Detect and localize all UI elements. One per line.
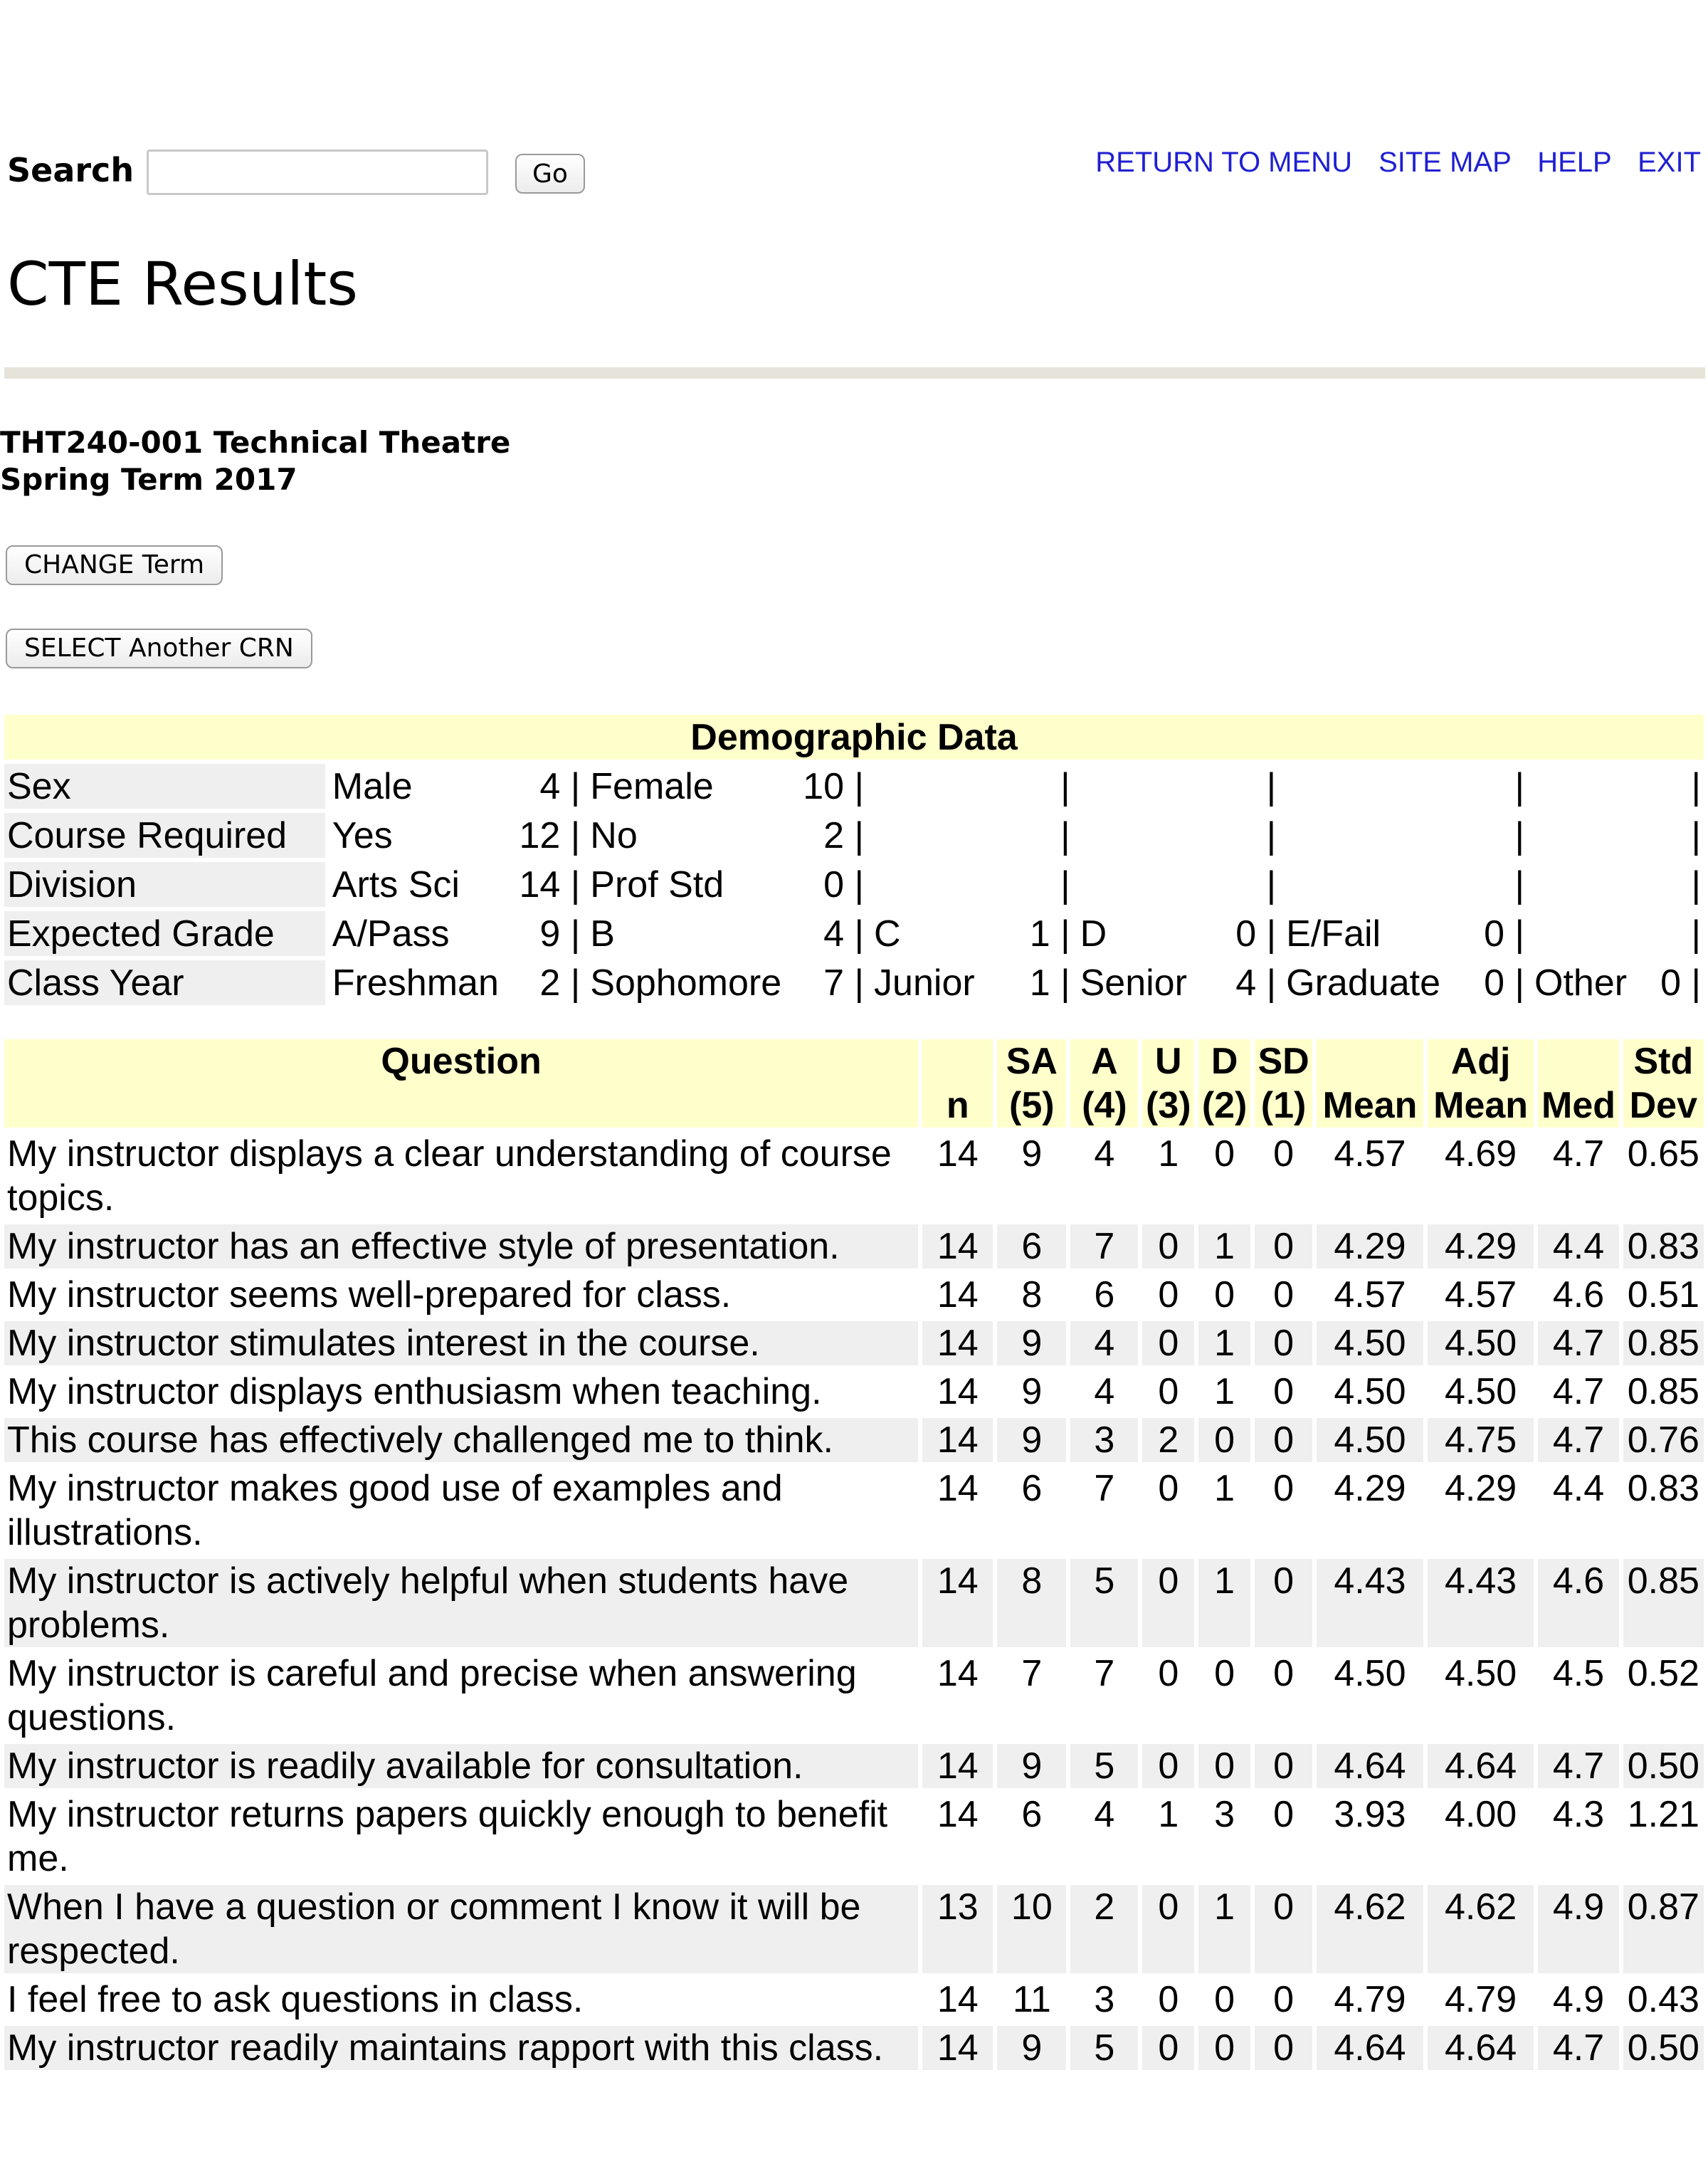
cell-sd: 0	[1255, 1744, 1312, 1788]
cell-a: 5	[1070, 1559, 1138, 1647]
cell-a: 7	[1070, 1651, 1138, 1740]
cell-u: 0	[1142, 1466, 1194, 1555]
select-crn-button[interactable]: SELECT Another CRN	[6, 629, 312, 668]
cell-n: 14	[922, 1370, 993, 1414]
table-row	[4, 1224, 1704, 1269]
cell-adj-mean: 4.43	[1428, 1559, 1534, 1647]
cell-sd: 0	[1255, 1132, 1312, 1220]
demographic-count: |	[1691, 863, 1701, 905]
table-row	[4, 1418, 1704, 1462]
cell-a: 4	[1070, 1132, 1138, 1220]
cell-d: 1	[1198, 1224, 1250, 1269]
demographic-count: 0 |	[1484, 913, 1525, 955]
change-term-button[interactable]: CHANGE Term	[6, 545, 223, 585]
cell-adj-mean: 4.50	[1428, 1370, 1534, 1414]
cell-std-dev: 0.85	[1623, 1321, 1704, 1365]
demographic-table	[0, 710, 1708, 1009]
demographic-category: B	[590, 913, 615, 955]
demographic-count: 2 |	[539, 962, 581, 1004]
cell-adj-mean: 4.00	[1428, 1792, 1534, 1881]
demographic-count: 12 |	[519, 814, 581, 856]
demographic-category: Senior	[1080, 962, 1187, 1004]
cell-med: 4.3	[1538, 1792, 1618, 1881]
demographic-count: 10 |	[803, 765, 865, 807]
cell-mean: 4.29	[1317, 1466, 1423, 1555]
cell-sa: 6	[997, 1224, 1066, 1269]
demographic-count: |	[1691, 913, 1701, 955]
cell-sd: 0	[1255, 2026, 1312, 2070]
cell-d: 1	[1198, 1370, 1250, 1414]
cell-mean: 4.43	[1317, 1559, 1423, 1647]
demographic-category	[1532, 764, 1634, 809]
question-text: My instructor returns papers quickly enough to benefit me.	[4, 1792, 918, 1881]
cell-sd: 0	[1255, 1978, 1312, 2022]
cell-sa: 9	[997, 1418, 1066, 1462]
demographic-category: Sophomore	[590, 962, 782, 1004]
demographic-count: 1 |	[1029, 962, 1070, 1004]
cell-d: 0	[1198, 2026, 1250, 2070]
cell-adj-mean: 4.29	[1428, 1466, 1534, 1555]
demographic-category	[1283, 862, 1450, 907]
cell-std-dev: 0.65	[1623, 1132, 1704, 1220]
question-text: My instructor makes good use of examples and illustrations.	[4, 1466, 918, 1555]
go-button[interactable]: Go	[515, 154, 585, 194]
cell-u: 1	[1142, 1792, 1194, 1881]
demographic-count: 1 |	[1029, 913, 1070, 955]
demographic-category: D	[1080, 913, 1107, 955]
demographic-category: C	[874, 913, 901, 955]
help-link[interactable]: HELP	[1537, 147, 1611, 178]
cell-a: 4	[1070, 1792, 1138, 1881]
cell-mean: 4.62	[1317, 1885, 1423, 1973]
cell-med: 4.7	[1538, 2026, 1618, 2070]
question-text: My instructor displays a clear understanding of course topics.	[4, 1132, 918, 1220]
cell-a: 5	[1070, 2026, 1138, 2070]
results-table	[0, 1035, 1708, 2074]
cell-a: 7	[1070, 1466, 1138, 1555]
demographic-count: 0 |	[1235, 913, 1277, 955]
question-text: When I have a question or comment I know it will be respected.	[4, 1885, 918, 1973]
cell-med: 4.5	[1538, 1651, 1618, 1740]
cell-u: 0	[1142, 1978, 1194, 2022]
table-row	[4, 1132, 1704, 1220]
demographic-row	[4, 960, 1704, 1005]
cell-n: 14	[922, 1321, 993, 1365]
question-text: My instructor has an effective style of presentation.	[4, 1224, 918, 1269]
demographic-row-label: Course Required	[4, 813, 325, 858]
demographic-category: Yes	[332, 814, 393, 856]
demographic-category: Male	[332, 765, 413, 807]
demographic-row-label: Sex	[4, 764, 325, 809]
demographic-category: Junior	[874, 962, 975, 1004]
cell-d: 1	[1198, 1885, 1250, 1973]
cell-sd: 0	[1255, 1224, 1312, 1269]
demographic-category	[1532, 911, 1634, 956]
question-text: My instructor stimulates interest in the course.	[4, 1321, 918, 1365]
demographic-count: |	[1691, 814, 1701, 856]
cell-sa: 9	[997, 1321, 1066, 1365]
demographic-count: 4 |	[1235, 962, 1277, 1004]
cell-sa: 9	[997, 1132, 1066, 1220]
demographic-row	[4, 813, 1704, 858]
cell-u: 0	[1142, 1885, 1194, 1973]
question-text: My instructor is careful and precise when answering questions.	[4, 1651, 918, 1740]
cell-std-dev: 0.83	[1623, 1224, 1704, 1269]
cell-mean: 4.50	[1317, 1651, 1423, 1740]
cell-u: 0	[1142, 1559, 1194, 1647]
cell-sa: 9	[997, 1370, 1066, 1414]
cell-n: 14	[922, 1273, 993, 1317]
demographic-count: |	[1060, 863, 1070, 905]
table-row	[4, 1321, 1704, 1365]
cell-d: 3	[1198, 1792, 1250, 1881]
cell-med: 4.7	[1538, 1321, 1618, 1365]
table-row	[4, 1466, 1704, 1555]
cell-a: 3	[1070, 1418, 1138, 1462]
demographic-category	[871, 813, 1003, 858]
demographic-row	[4, 862, 1704, 907]
page-title: CTE Results	[7, 249, 359, 319]
demographic-category	[1283, 813, 1450, 858]
header-sa: SA (5)	[997, 1039, 1066, 1128]
cell-u: 0	[1142, 1273, 1194, 1317]
demographic-heading: Demographic Data	[4, 715, 1704, 760]
cell-a: 5	[1070, 1744, 1138, 1788]
cell-med: 4.7	[1538, 1132, 1618, 1220]
demographic-count: 4 |	[539, 765, 581, 807]
cell-sa: 8	[997, 1273, 1066, 1317]
cell-med: 4.9	[1538, 1885, 1618, 1973]
header-std-dev: Std Dev	[1623, 1039, 1704, 1128]
cell-adj-mean: 4.64	[1428, 2026, 1534, 2070]
cell-std-dev: 0.50	[1623, 1744, 1704, 1788]
cell-sa: 9	[997, 2026, 1066, 2070]
demographic-count: 0 |	[1660, 962, 1701, 1004]
header-adj-mean: Adj Mean	[1428, 1039, 1534, 1128]
table-row	[4, 1792, 1704, 1881]
table-row	[4, 1744, 1704, 1788]
cell-med: 4.7	[1538, 1744, 1618, 1788]
cell-adj-mean: 4.75	[1428, 1418, 1534, 1462]
cell-sa: 6	[997, 1466, 1066, 1555]
cell-d: 0	[1198, 1273, 1250, 1317]
demographic-category	[1532, 813, 1634, 858]
table-row	[4, 1885, 1704, 1973]
cell-std-dev: 0.83	[1623, 1466, 1704, 1555]
demographic-category: Arts Sci	[332, 863, 460, 905]
question-text: My instructor is readily available for consultation.	[4, 1744, 918, 1788]
cell-mean: 3.93	[1317, 1792, 1423, 1881]
cell-sd: 0	[1255, 1559, 1312, 1647]
cell-sd: 0	[1255, 1466, 1312, 1555]
demographic-count: |	[1514, 765, 1525, 807]
demographic-count: 4 |	[823, 913, 865, 955]
cell-u: 0	[1142, 1744, 1194, 1788]
cell-med: 4.4	[1538, 1466, 1618, 1555]
cell-d: 0	[1198, 1744, 1250, 1788]
demographic-category	[1077, 764, 1210, 809]
demographic-count: |	[1266, 863, 1277, 905]
cell-n: 14	[922, 1559, 993, 1647]
return-to-menu-link[interactable]: RETURN TO MENU	[1095, 147, 1352, 178]
search-label: Search	[7, 151, 135, 189]
exit-link[interactable]: EXIT	[1638, 147, 1701, 178]
table-row	[4, 1978, 1704, 2022]
cell-d: 1	[1198, 1321, 1250, 1365]
demographic-category: A/Pass	[332, 913, 450, 955]
demographic-count: |	[1514, 863, 1525, 905]
cell-med: 4.7	[1538, 1370, 1618, 1414]
cell-n: 14	[922, 1792, 993, 1881]
cell-std-dev: 0.85	[1623, 1559, 1704, 1647]
demographic-count: |	[1060, 765, 1070, 807]
cell-adj-mean: 4.64	[1428, 1744, 1534, 1788]
header-mean: Mean	[1317, 1039, 1423, 1128]
cell-d: 0	[1198, 1418, 1250, 1462]
demographic-count: |	[1691, 765, 1701, 807]
cell-d: 0	[1198, 1651, 1250, 1740]
question-text: My instructor seems well-prepared for class.	[4, 1273, 918, 1317]
site-map-link[interactable]: SITE MAP	[1378, 147, 1512, 178]
cell-mean: 4.64	[1317, 1744, 1423, 1788]
course-term: Spring Term 2017	[0, 462, 297, 497]
cell-sa: 11	[997, 1978, 1066, 2022]
cell-d: 1	[1198, 1559, 1250, 1647]
cell-std-dev: 0.85	[1623, 1370, 1704, 1414]
cell-d: 0	[1198, 1978, 1250, 2022]
cell-a: 2	[1070, 1885, 1138, 1973]
demographic-category: Freshman	[332, 962, 499, 1004]
table-row	[4, 1273, 1704, 1317]
cell-adj-mean: 4.50	[1428, 1651, 1534, 1740]
cell-sd: 0	[1255, 1885, 1312, 1973]
cell-std-dev: 0.52	[1623, 1651, 1704, 1740]
cell-sd: 0	[1255, 1418, 1312, 1462]
demographic-count: 2 |	[823, 814, 865, 856]
question-text: My instructor readily maintains rapport with this class.	[4, 2026, 918, 2070]
cell-adj-mean: 4.79	[1428, 1978, 1534, 2022]
demographic-category	[1532, 862, 1634, 907]
cell-adj-mean: 4.62	[1428, 1885, 1534, 1973]
cell-u: 0	[1142, 2026, 1194, 2070]
divider	[4, 367, 1705, 379]
cell-mean: 4.50	[1317, 1418, 1423, 1462]
demographic-category	[1283, 764, 1450, 809]
course-info	[0, 424, 510, 498]
question-text: My instructor displays enthusiasm when teaching.	[4, 1370, 918, 1414]
header-d: D (2)	[1198, 1039, 1250, 1128]
demographic-category: Graduate	[1286, 962, 1440, 1004]
header-n: n	[922, 1039, 993, 1128]
demographic-category	[1077, 862, 1210, 907]
cell-mean: 4.57	[1317, 1132, 1423, 1220]
header-med: Med	[1538, 1039, 1618, 1128]
cell-sa: 6	[997, 1792, 1066, 1881]
cell-sa: 9	[997, 1744, 1066, 1788]
demographic-row	[4, 911, 1704, 956]
cell-u: 0	[1142, 1370, 1194, 1414]
demographic-row-label: Expected Grade	[4, 911, 325, 956]
demographic-category: No	[590, 814, 638, 856]
table-row	[4, 1559, 1704, 1647]
demographic-category: Prof Std	[590, 863, 724, 905]
demographic-category	[871, 862, 1003, 907]
cell-sa: 10	[997, 1885, 1066, 1973]
demographic-row-label: Division	[4, 862, 325, 907]
cell-adj-mean: 4.50	[1428, 1321, 1534, 1365]
cell-n: 13	[922, 1885, 993, 1973]
cell-sd: 0	[1255, 1651, 1312, 1740]
demographic-category: Other	[1534, 962, 1628, 1004]
header-question: Question	[4, 1039, 918, 1128]
cell-u: 1	[1142, 1132, 1194, 1220]
demographic-count: |	[1266, 765, 1277, 807]
question-text: I feel free to ask questions in class.	[4, 1978, 918, 2022]
cell-adj-mean: 4.69	[1428, 1132, 1534, 1220]
cell-sd: 0	[1255, 1273, 1312, 1317]
question-text: This course has effectively challenged me to think.	[4, 1418, 918, 1462]
top-nav	[1077, 147, 1701, 179]
cell-med: 4.9	[1538, 1978, 1618, 2022]
cell-adj-mean: 4.29	[1428, 1224, 1534, 1269]
cell-u: 0	[1142, 1651, 1194, 1740]
table-row	[4, 1370, 1704, 1414]
search-bar	[0, 135, 1708, 206]
demographic-category: E/Fail	[1286, 913, 1381, 955]
cell-a: 7	[1070, 1224, 1138, 1269]
cell-sa: 8	[997, 1559, 1066, 1647]
cell-mean: 4.79	[1317, 1978, 1423, 2022]
cell-med: 4.6	[1538, 1273, 1618, 1317]
table-row	[4, 2026, 1704, 2070]
demographic-category: Female	[590, 765, 714, 807]
course-name: THT240-001 Technical Theatre	[0, 425, 511, 460]
cell-sd: 0	[1255, 1321, 1312, 1365]
demographic-count: 0 |	[1484, 962, 1525, 1004]
cell-std-dev: 1.21	[1623, 1792, 1704, 1881]
cell-n: 14	[922, 1651, 993, 1740]
cell-n: 14	[922, 1744, 993, 1788]
cell-mean: 4.29	[1317, 1224, 1423, 1269]
cell-a: 4	[1070, 1321, 1138, 1365]
cell-med: 4.4	[1538, 1224, 1618, 1269]
demographic-row	[4, 764, 1704, 809]
demographic-category	[871, 764, 1003, 809]
demographic-count: |	[1514, 814, 1525, 856]
cell-sd: 0	[1255, 1792, 1312, 1881]
cell-a: 6	[1070, 1273, 1138, 1317]
cell-n: 14	[922, 1132, 993, 1220]
cell-n: 14	[922, 1224, 993, 1269]
cell-mean: 4.50	[1317, 1370, 1423, 1414]
header-a: A (4)	[1070, 1039, 1138, 1128]
demographic-count: 0 |	[823, 863, 865, 905]
table-row	[4, 1651, 1704, 1740]
cell-std-dev: 0.76	[1623, 1418, 1704, 1462]
cell-d: 1	[1198, 1466, 1250, 1555]
demographic-category	[1077, 813, 1210, 858]
cell-std-dev: 0.50	[1623, 2026, 1704, 2070]
cell-n: 14	[922, 1418, 993, 1462]
cell-a: 4	[1070, 1370, 1138, 1414]
cell-mean: 4.64	[1317, 2026, 1423, 2070]
cell-adj-mean: 4.57	[1428, 1273, 1534, 1317]
search-input[interactable]	[147, 149, 488, 195]
cell-med: 4.7	[1538, 1418, 1618, 1462]
cell-a: 3	[1070, 1978, 1138, 2022]
cell-med: 4.6	[1538, 1559, 1618, 1647]
cell-u: 2	[1142, 1418, 1194, 1462]
cell-std-dev: 0.87	[1623, 1885, 1704, 1973]
cell-u: 0	[1142, 1321, 1194, 1365]
cell-sd: 0	[1255, 1370, 1312, 1414]
cell-d: 0	[1198, 1132, 1250, 1220]
demographic-count: 7 |	[823, 962, 865, 1004]
cell-mean: 4.57	[1317, 1273, 1423, 1317]
demographic-count: 14 |	[519, 863, 581, 905]
header-u: U (3)	[1142, 1039, 1194, 1128]
cell-n: 14	[922, 1978, 993, 2022]
demographic-count: |	[1060, 814, 1070, 856]
cell-sa: 7	[997, 1651, 1066, 1740]
cell-std-dev: 0.51	[1623, 1273, 1704, 1317]
cell-mean: 4.50	[1317, 1321, 1423, 1365]
cell-std-dev: 0.43	[1623, 1978, 1704, 2022]
demographic-count: 9 |	[539, 913, 581, 955]
demographic-count: |	[1266, 814, 1277, 856]
header-sd: SD (1)	[1255, 1039, 1312, 1128]
question-text: My instructor is actively helpful when students have problems.	[4, 1559, 918, 1647]
cell-n: 14	[922, 2026, 993, 2070]
cell-n: 14	[922, 1466, 993, 1555]
demographic-row-label: Class Year	[4, 960, 325, 1005]
cell-u: 0	[1142, 1224, 1194, 1269]
